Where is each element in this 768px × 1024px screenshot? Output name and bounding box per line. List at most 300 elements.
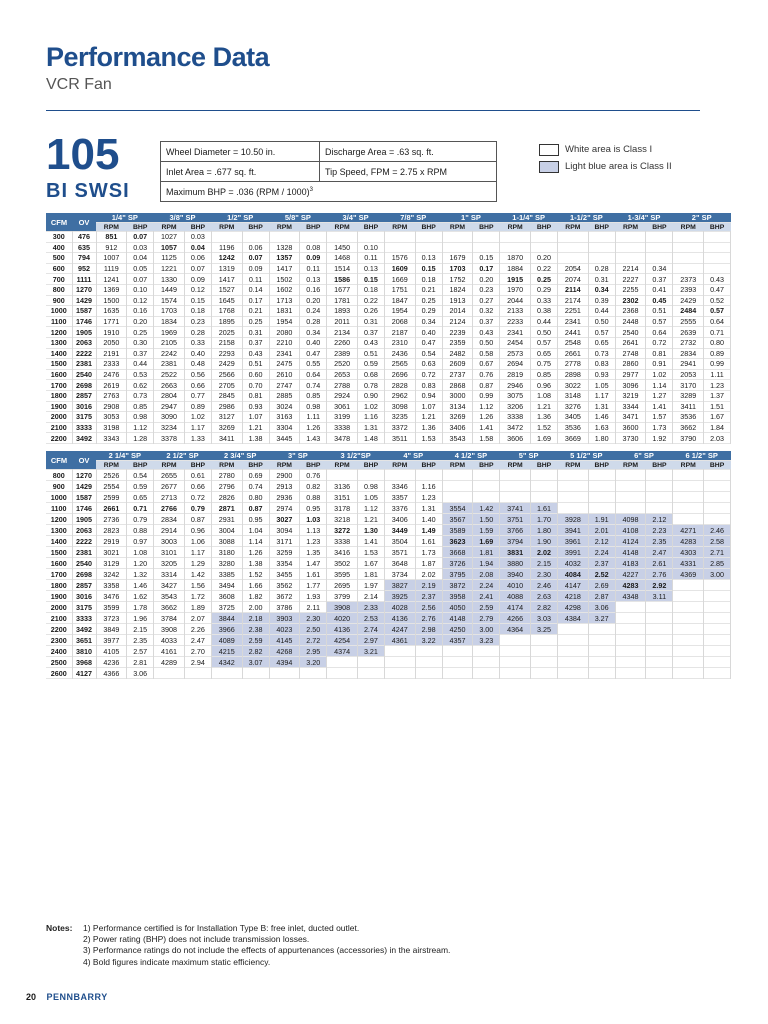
cfm-cell: 1100 xyxy=(46,316,72,327)
rpm-cell: 2919 xyxy=(96,536,127,547)
sp-header: 2 1/4" SP xyxy=(96,451,154,461)
rpm-cell: 1125 xyxy=(154,253,185,264)
rpm-cell xyxy=(558,481,589,492)
rpm-cell: 1768 xyxy=(211,306,242,317)
rpm-cell xyxy=(558,470,589,481)
rpm-cell: 3276 xyxy=(558,401,589,412)
bhp-cell: 0.27 xyxy=(473,295,500,306)
rpm-cell: 3199 xyxy=(327,412,358,423)
bhp-cell: 0.64 xyxy=(300,369,327,380)
notes-label: Notes: xyxy=(46,923,73,933)
bhp-cell: 0.11 xyxy=(242,274,269,285)
bhp-cell: 0.16 xyxy=(127,306,154,317)
bhp-cell: 0.43 xyxy=(704,274,731,285)
cfm-cell: 1600 xyxy=(46,369,72,380)
bhp-header: BHP xyxy=(127,461,154,470)
bhp-cell: 1.72 xyxy=(184,591,211,602)
bhp-cell: 2.57 xyxy=(127,646,154,657)
bhp-header: BHP xyxy=(242,223,269,232)
bhp-cell: 0.33 xyxy=(184,337,211,348)
rpm-cell: 3562 xyxy=(269,580,300,591)
rpm-cell: 4161 xyxy=(154,646,185,657)
bhp-cell xyxy=(357,470,384,481)
bhp-cell: 1.61 xyxy=(531,503,558,514)
table-row xyxy=(46,412,731,423)
bhp-header: BHP xyxy=(184,461,211,470)
rpm-cell: 1007 xyxy=(96,253,127,264)
rpm-cell xyxy=(615,668,646,679)
bhp-cell: 0.82 xyxy=(300,481,327,492)
bhp-cell: 0.62 xyxy=(127,380,154,391)
rpm-cell: 2053 xyxy=(673,369,704,380)
rpm-cell xyxy=(327,668,358,679)
rpm-cell xyxy=(384,657,415,668)
rpm-cell: 2845 xyxy=(211,390,242,401)
bhp-cell: 0.26 xyxy=(357,306,384,317)
bhp-cell: 0.17 xyxy=(473,263,500,274)
rpm-cell: 1319 xyxy=(211,263,242,274)
rpm-cell: 3476 xyxy=(96,591,127,602)
rpm-cell: 2554 xyxy=(96,481,127,492)
rpm-cell xyxy=(500,668,531,679)
bhp-cell: 0.50 xyxy=(473,337,500,348)
rpm-cell xyxy=(615,481,646,492)
rpm-cell: 3831 xyxy=(500,547,531,558)
rpm-cell: 1449 xyxy=(154,284,185,295)
bhp-header: BHP xyxy=(357,461,384,470)
ov-cell: 3333 xyxy=(72,422,96,433)
bhp-cell: 0.74 xyxy=(242,481,269,492)
bhp-cell: 0.15 xyxy=(473,253,500,264)
bhp-cell: 2.82 xyxy=(531,602,558,613)
cfm-cell: 2400 xyxy=(46,646,72,657)
rpm-cell: 3101 xyxy=(154,547,185,558)
rpm-cell: 1586 xyxy=(327,274,358,285)
bhp-cell xyxy=(704,263,731,274)
rpm-cell: 3908 xyxy=(154,624,185,635)
rpm-cell: 2441 xyxy=(558,327,589,338)
note-item: 1) Performance certified is for Installation Type B: free inlet, ducted outlet. xyxy=(83,923,360,933)
bhp-cell: 0.29 xyxy=(531,284,558,295)
rpm-cell: 3844 xyxy=(211,613,242,624)
brand-logo: PENNBARRY xyxy=(46,992,108,1002)
bhp-cell: 2.02 xyxy=(531,547,558,558)
bhp-cell: 0.21 xyxy=(242,306,269,317)
bhp-cell: 0.65 xyxy=(127,492,154,503)
cfm-cell: 2600 xyxy=(46,668,72,679)
ov-cell: 794 xyxy=(72,253,96,264)
rpm-cell xyxy=(673,624,704,635)
ov-cell: 1746 xyxy=(72,503,96,514)
rpm-cell: 4215 xyxy=(211,646,242,657)
bhp-cell: 1.82 xyxy=(242,591,269,602)
ov-cell: 3651 xyxy=(72,635,96,646)
bhp-cell: 0.25 xyxy=(415,295,442,306)
bhp-cell: 2.71 xyxy=(704,547,731,558)
rpm-cell: 2780 xyxy=(211,470,242,481)
rpm-cell xyxy=(442,646,473,657)
bhp-cell: 0.30 xyxy=(127,337,154,348)
bhp-cell: 1.67 xyxy=(357,558,384,569)
rpm-cell: 3053 xyxy=(96,412,127,423)
rpm-cell: 2260 xyxy=(327,337,358,348)
rpm-header: RPM xyxy=(96,461,127,470)
bhp-header: BHP xyxy=(473,223,500,232)
bhp-cell: 0.51 xyxy=(646,306,673,317)
bhp-cell: 0.37 xyxy=(473,316,500,327)
bhp-cell: 0.57 xyxy=(704,306,731,317)
rpm-cell: 1831 xyxy=(269,306,300,317)
bhp-cell: 0.51 xyxy=(242,359,269,370)
ov-cell: 3175 xyxy=(72,602,96,613)
bhp-cell: 2.74 xyxy=(357,624,384,635)
rpm-cell xyxy=(500,635,531,646)
bhp-cell: 1.03 xyxy=(300,514,327,525)
rpm-cell: 3411 xyxy=(211,433,242,444)
bhp-cell xyxy=(473,232,500,243)
cfm-cell: 1200 xyxy=(46,514,72,525)
bhp-cell: 0.37 xyxy=(242,337,269,348)
rpm-cell: 1970 xyxy=(500,284,531,295)
bhp-cell: 0.41 xyxy=(646,284,673,295)
bhp-cell: 2.11 xyxy=(300,602,327,613)
rpm-cell: 2610 xyxy=(269,369,300,380)
rpm-cell: 2373 xyxy=(673,274,704,285)
bhp-cell: 0.40 xyxy=(300,337,327,348)
rpm-cell: 4374 xyxy=(327,646,358,657)
sp-header: 1-3/4" SP xyxy=(615,213,673,223)
bhp-cell xyxy=(646,503,673,514)
bhp-cell: 1.07 xyxy=(242,412,269,423)
rpm-cell: 2526 xyxy=(96,470,127,481)
bhp-cell xyxy=(531,668,558,679)
rpm-cell: 3751 xyxy=(500,514,531,525)
rpm-cell: 4183 xyxy=(615,558,646,569)
bhp-cell: 0.96 xyxy=(531,380,558,391)
bhp-cell: 0.17 xyxy=(242,295,269,306)
cfm-cell: 2500 xyxy=(46,657,72,668)
bhp-cell: 0.81 xyxy=(242,390,269,401)
bhp-cell: 1.35 xyxy=(300,547,327,558)
bhp-cell: 0.44 xyxy=(588,306,615,317)
rpm-cell: 2931 xyxy=(211,514,242,525)
rpm-cell xyxy=(442,481,473,492)
bhp-cell: 0.85 xyxy=(300,390,327,401)
table-row xyxy=(46,536,731,547)
rpm-cell: 2476 xyxy=(96,369,127,380)
bhp-cell: 2.15 xyxy=(127,624,154,635)
bhp-cell: 1.80 xyxy=(588,433,615,444)
rpm-cell: 1057 xyxy=(154,242,185,253)
rpm-cell: 2936 xyxy=(269,492,300,503)
bhp-cell: 3.11 xyxy=(646,591,673,602)
rpm-cell: 2661 xyxy=(96,503,127,514)
bhp-cell: 2.12 xyxy=(588,536,615,547)
cfm-cell: 1500 xyxy=(46,547,72,558)
bhp-cell: 0.38 xyxy=(531,306,558,317)
rpm-cell: 2737 xyxy=(442,369,473,380)
rpm-cell: 3378 xyxy=(154,433,185,444)
bhp-cell: 0.88 xyxy=(127,525,154,536)
rpm-cell: 3543 xyxy=(154,591,185,602)
bhp-cell xyxy=(704,624,731,635)
bhp-cell: 2.46 xyxy=(704,525,731,536)
bhp-cell xyxy=(242,232,269,243)
rpm-cell: 2695 xyxy=(327,580,358,591)
rpm-cell: 2885 xyxy=(269,390,300,401)
rpm-cell: 1915 xyxy=(500,274,531,285)
bhp-cell xyxy=(588,232,615,243)
bhp-cell: 2.63 xyxy=(531,591,558,602)
rpm-cell: 3061 xyxy=(327,401,358,412)
bhp-cell: 2.94 xyxy=(184,657,211,668)
bhp-cell: 2.52 xyxy=(588,569,615,580)
rpm-cell: 3595 xyxy=(327,569,358,580)
class-1-swatch xyxy=(539,144,559,156)
table-row xyxy=(46,503,731,514)
bhp-cell: 0.59 xyxy=(127,481,154,492)
rpm-cell: 1771 xyxy=(96,316,127,327)
rpm-cell: 4033 xyxy=(154,635,185,646)
bhp-cell: 0.99 xyxy=(473,390,500,401)
rpm-cell: 1893 xyxy=(327,306,358,317)
rpm-cell: 2566 xyxy=(211,369,242,380)
rpm-cell: 2924 xyxy=(327,390,358,401)
rpm-cell: 2333 xyxy=(96,359,127,370)
rpm-cell: 2014 xyxy=(442,306,473,317)
rpm-cell: 2599 xyxy=(96,492,127,503)
cfm-cell: 900 xyxy=(46,295,72,306)
rpm-cell xyxy=(558,635,589,646)
rpm-cell: 3786 xyxy=(269,602,300,613)
bhp-cell: 0.09 xyxy=(300,253,327,264)
table-row xyxy=(46,390,731,401)
bhp-cell: 0.72 xyxy=(646,337,673,348)
rpm-header: RPM xyxy=(500,223,531,232)
bhp-cell: 2.30 xyxy=(531,569,558,580)
bhp-cell: 2.81 xyxy=(127,657,154,668)
bhp-cell: 0.32 xyxy=(473,306,500,317)
rpm-cell: 1468 xyxy=(327,253,358,264)
rpm-cell: 3021 xyxy=(96,547,127,558)
rpm-cell: 2054 xyxy=(558,263,589,274)
rpm-cell xyxy=(558,503,589,514)
bhp-cell: 0.11 xyxy=(357,253,384,264)
bhp-cell: 2.76 xyxy=(646,569,673,580)
table-row xyxy=(46,242,731,253)
rpm-cell: 2941 xyxy=(673,359,704,370)
spec-max-bhp: Maximum BHP = .036 (RPM / 1000)$^3$ xyxy=(161,182,497,202)
bhp-cell xyxy=(531,470,558,481)
bhp-cell xyxy=(531,635,558,646)
rpm-cell xyxy=(615,613,646,624)
rpm-cell: 3163 xyxy=(269,412,300,423)
bhp-cell xyxy=(588,635,615,646)
note-item: 3) Performance ratings do not include the effects of appurtenances (accessories) in the airstream. xyxy=(83,945,451,956)
rpm-cell xyxy=(673,657,704,668)
rpm-cell: 3127 xyxy=(211,412,242,423)
bhp-cell xyxy=(704,503,731,514)
bhp-cell: 1.21 xyxy=(357,514,384,525)
bhp-cell: 0.95 xyxy=(300,503,327,514)
rpm-cell: 4283 xyxy=(615,580,646,591)
rpm-cell: 3004 xyxy=(211,525,242,536)
bhp-cell: 0.95 xyxy=(242,514,269,525)
bhp-cell: 1.21 xyxy=(531,401,558,412)
spec-inlet: Inlet Area = .677 sq. ft. xyxy=(161,162,320,182)
bhp-cell xyxy=(473,657,500,668)
rpm-cell: 1870 xyxy=(500,253,531,264)
ov-cell: 635 xyxy=(72,242,96,253)
rpm-cell: 1119 xyxy=(96,263,127,274)
rpm-cell: 3471 xyxy=(615,412,646,423)
bhp-cell: 1.16 xyxy=(357,412,384,423)
bhp-cell xyxy=(704,470,731,481)
ov-cell: 3492 xyxy=(72,624,96,635)
rpm-cell: 3445 xyxy=(269,433,300,444)
sp-header: 1" SP xyxy=(442,213,500,223)
class-1-label: White area is Class I xyxy=(565,144,653,155)
rpm-cell xyxy=(673,580,704,591)
rpm-cell: 2573 xyxy=(500,348,531,359)
rpm-cell: 2677 xyxy=(154,481,185,492)
rpm-cell: 4218 xyxy=(558,591,589,602)
rpm-cell: 3088 xyxy=(211,536,242,547)
bhp-cell: 1.56 xyxy=(184,580,211,591)
rpm-cell: 3600 xyxy=(615,422,646,433)
bhp-cell: 0.08 xyxy=(300,242,327,253)
rpm-cell xyxy=(384,242,415,253)
rpm-cell: 1884 xyxy=(500,263,531,274)
bhp-cell: 0.89 xyxy=(184,401,211,412)
cfm-header: CFM xyxy=(46,213,72,232)
bhp-cell: 1.30 xyxy=(357,525,384,536)
rpm-cell: 2389 xyxy=(327,348,358,359)
rpm-cell: 3096 xyxy=(615,380,646,391)
bhp-cell: 1.08 xyxy=(127,547,154,558)
cfm-cell: 300 xyxy=(46,232,72,243)
rpm-cell: 2900 xyxy=(269,470,300,481)
rpm-cell: 2293 xyxy=(211,348,242,359)
rpm-cell: 3354 xyxy=(269,558,300,569)
rpm-cell: 2947 xyxy=(154,401,185,412)
rpm-cell xyxy=(500,232,531,243)
bhp-cell: 1.38 xyxy=(242,558,269,569)
bhp-cell: 0.54 xyxy=(127,470,154,481)
bhp-cell: 0.79 xyxy=(127,514,154,525)
bhp-cell: 1.14 xyxy=(242,536,269,547)
rpm-header: RPM xyxy=(442,461,473,470)
ov-cell: 3968 xyxy=(72,657,96,668)
ov-cell: 2222 xyxy=(72,348,96,359)
bhp-cell: 1.80 xyxy=(531,525,558,536)
rpm-cell: 2341 xyxy=(500,327,531,338)
bhp-cell: 1.23 xyxy=(704,380,731,391)
rpm-cell: 3151 xyxy=(327,492,358,503)
rpm-cell: 2796 xyxy=(211,481,242,492)
bhp-cell: 1.73 xyxy=(646,422,673,433)
rpm-cell: 2653 xyxy=(327,369,358,380)
bhp-cell: 3.00 xyxy=(473,624,500,635)
rpm-cell: 3784 xyxy=(154,613,185,624)
rpm-cell: 2454 xyxy=(500,337,531,348)
bhp-header: BHP xyxy=(531,223,558,232)
cfm-cell: 2100 xyxy=(46,613,72,624)
bhp-cell: 0.90 xyxy=(357,390,384,401)
bhp-cell xyxy=(415,470,442,481)
rpm-cell: 2393 xyxy=(673,284,704,295)
rpm-cell xyxy=(673,470,704,481)
rpm-cell: 4145 xyxy=(269,635,300,646)
rpm-cell: 4254 xyxy=(327,635,358,646)
rpm-cell: 3003 xyxy=(154,536,185,547)
table-row xyxy=(46,646,731,657)
table-row xyxy=(46,635,731,646)
bhp-cell xyxy=(531,492,558,503)
bhp-cell: 1.91 xyxy=(588,514,615,525)
bhp-cell: 1.57 xyxy=(646,412,673,423)
bhp-cell xyxy=(646,602,673,613)
rpm-cell: 4283 xyxy=(673,536,704,547)
bhp-cell: 0.98 xyxy=(300,401,327,412)
bhp-cell xyxy=(704,514,731,525)
bhp-cell: 0.87 xyxy=(184,514,211,525)
sp-header: 3/8" SP xyxy=(154,213,212,223)
bhp-header: BHP xyxy=(646,223,673,232)
rpm-cell: 2913 xyxy=(269,481,300,492)
bhp-cell xyxy=(704,232,731,243)
bhp-cell xyxy=(300,668,327,679)
rpm-cell xyxy=(615,470,646,481)
bhp-cell: 1.40 xyxy=(415,514,442,525)
rpm-cell: 3880 xyxy=(500,558,531,569)
rpm-header: RPM xyxy=(558,461,589,470)
bhp-cell: 2.95 xyxy=(300,646,327,657)
rpm-header: RPM xyxy=(442,223,473,232)
rpm-cell: 4236 xyxy=(96,657,127,668)
bhp-header: BHP xyxy=(357,223,384,232)
bhp-header: BHP xyxy=(704,461,731,470)
table-row xyxy=(46,380,731,391)
bhp-cell xyxy=(704,253,731,264)
rpm-cell: 3502 xyxy=(327,558,358,569)
cfm-cell: 1300 xyxy=(46,337,72,348)
rpm-cell: 4298 xyxy=(558,602,589,613)
bhp-cell: 0.68 xyxy=(357,369,384,380)
bhp-cell: 1.78 xyxy=(127,602,154,613)
bhp-cell: 0.24 xyxy=(300,306,327,317)
rpm-cell: 1645 xyxy=(211,295,242,306)
rpm-cell: 2823 xyxy=(96,525,127,536)
rpm-cell: 2696 xyxy=(384,369,415,380)
rpm-cell xyxy=(558,492,589,503)
rpm-cell: 3385 xyxy=(211,569,242,580)
rpm-cell: 3872 xyxy=(442,580,473,591)
table-row xyxy=(46,232,731,243)
rpm-cell: 2641 xyxy=(615,337,646,348)
rpm-cell: 2011 xyxy=(327,316,358,327)
bhp-cell: 1.32 xyxy=(127,569,154,580)
table-row xyxy=(46,274,731,285)
sp-header: 5 1/2" SP xyxy=(558,451,616,461)
bhp-cell: 0.77 xyxy=(184,390,211,401)
bhp-cell xyxy=(531,657,558,668)
rpm-cell: 1703 xyxy=(154,306,185,317)
rpm-cell: 3961 xyxy=(558,536,589,547)
note-item: 4) Bold figures indicate maximum static efficiency. xyxy=(83,956,271,967)
title-rule xyxy=(46,110,700,111)
ov-cell: 2857 xyxy=(72,580,96,591)
